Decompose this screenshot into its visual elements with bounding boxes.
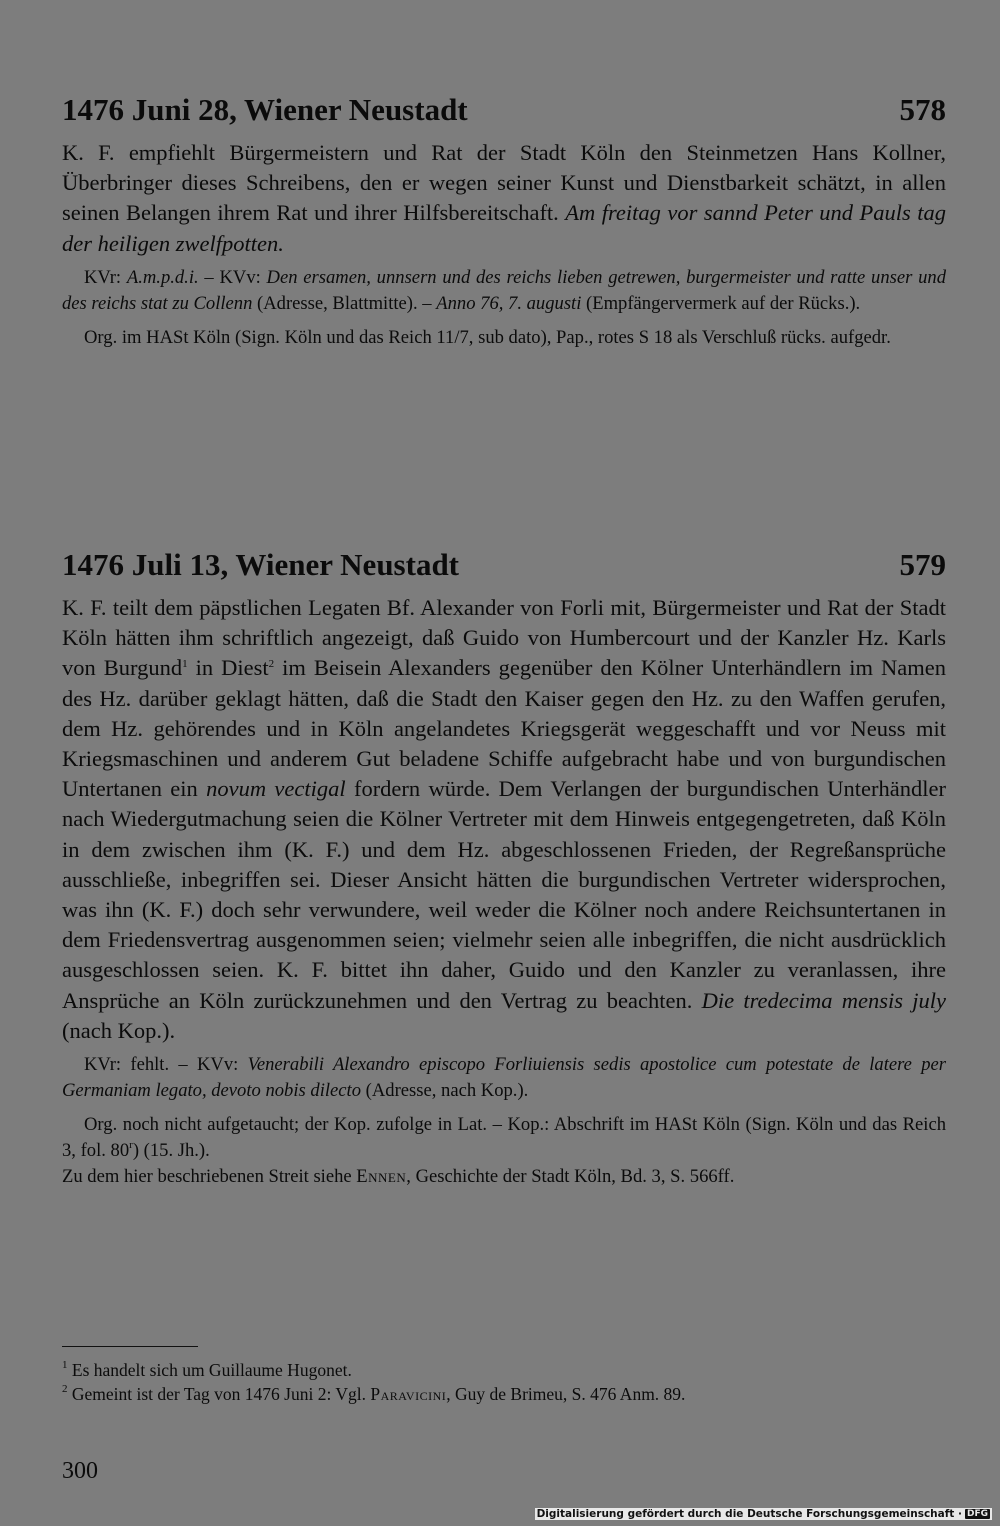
dfg-logo-icon: DFG — [966, 1509, 988, 1519]
text-run: Gemeint ist der Tag von 1476 Juni 2: Vgl. — [67, 1384, 371, 1404]
text-run: (nach Kop.). — [62, 1017, 176, 1043]
text-run: ) (15. Jh.). — [132, 1140, 210, 1162]
entry-note-endorsements — [62, 265, 946, 317]
italic-text: Venerabili Alexandro episcopo Forliuiensis sedis apostolice cum potestate de latere per Germaniam legato, devoto nobis dilecto — [62, 1054, 946, 1102]
entry-number: 578 — [899, 92, 946, 127]
superscript: 1 — [62, 1359, 68, 1371]
entry-578 — [62, 90, 946, 351]
text-run: Es handelt sich um Guillaume Hugonet. — [67, 1360, 352, 1380]
italic-text: Am freitag vor sannd Peter und Pauls tag der heiligen zwelfpotten. — [62, 200, 946, 256]
entry-579 — [62, 545, 946, 1190]
page-number: 300 — [62, 1458, 98, 1484]
document-page — [62, 90, 947, 1404]
text-run: K. F. empfiehlt Bürgermeistern und Rat der Stadt Köln den Steinmetzen Hans Kollner, Überbringer dieses Schreibens, den er wegen seiner Kunst und Dienstbarkeit schätzt, in allen seinen Belangen ihrem Rat und ihrer Hilfsbereitschaft. — [62, 140, 946, 226]
italic-text: Die tredecima mensis july — [701, 987, 946, 1013]
text-run: Zu dem hier beschriebenen Streit siehe — [62, 1166, 357, 1188]
text-run: KVr: — [84, 266, 127, 288]
text-run: – KVv: — [198, 266, 267, 288]
text-run: , Guy de Brimeu, S. 476 Anm. 89. — [446, 1384, 686, 1404]
footnotes — [62, 1358, 946, 1406]
italic-text: Anno 76, 7. augusti — [436, 292, 582, 314]
text-run: , Geschichte der Stadt Köln, Bd. 3, S. 566ff. — [406, 1166, 735, 1188]
entry-heading — [62, 545, 946, 585]
text-run: (Empfängervermerk auf der Rücks.). — [581, 292, 861, 314]
entry-summary — [62, 593, 946, 1046]
text-run: K. F. teilt dem päpstlichen Legaten Bf. Alexander von Forli mit, Bürgermeister und Rat der Stadt Köln hätten ihm schriftlich angezeigt, daß Guido von Humbercourt und der Kanzler Hz. Karls von Burgund — [62, 595, 946, 681]
small-caps-name: Paravicini — [370, 1384, 447, 1404]
text-run: (Adresse, Blattmitte). – — [252, 292, 437, 314]
text-run: fordern würde. Dem Verlangen der burgundischen Unterhändler nach Wiedergutmachung seien die Kölner Vertreter mit dem Hinweis entgegengetreten, daß Köln in dem zwischen ihm (K. F.) und dem Hz. abgeschlossenen Frieden, der Regreßansprüche ausschließe, inbegriffen sei. Dieser Ansicht hätten die burgundischen Vertreter widersprochen, was ihn (K. F.) doch sehr verwundere, weil weder die Kölner noch andere Reichsuntertanen in dem Friedensvertrag ausgenommen seien; vielmehr seien alle inbegriffen, die nicht ausdrücklich ausgeschlossen seien. K. F. bittet ihn daher, Guido und den Kanzler zu veranlassen, ihre Ansprüche an Köln zurückzunehmen und den Vertrag zu beachten. — [62, 776, 946, 1013]
entry-note-source — [62, 1112, 946, 1164]
entry-summary — [62, 138, 946, 259]
italic-text: A.m.p.d.i. — [126, 266, 199, 288]
credit-text: Digitalisierung gefördert durch die Deutsche Forschungsgemeinschaft · — [536, 1508, 962, 1520]
entry-note-literature — [62, 1164, 946, 1190]
footnote-divider — [62, 1346, 198, 1347]
text-run: im Beisein Alexanders gegenüber den Kölner Unterhändlern im Namen des Hz. darüber geklagt hätten, daß die Stadt den Kaiser gegen den Hz. zu den Waffen gerufen, dem Hz. gehörendes und in Köln angelandetes Kriegsgerät weggeschafft und vor Neuss mit Kriegsmaschinen und anderem Gut beladene Schiffe aufgebracht habe und von burgundischen Untertanen ein — [62, 655, 946, 802]
italic-text: novum vectigal — [206, 776, 346, 802]
superscript: 1 — [182, 658, 188, 671]
text-run: KVr: fehlt. – KVv: — [84, 1054, 248, 1076]
superscript: r — [129, 1139, 133, 1152]
superscript: 2 — [62, 1383, 68, 1395]
footnote-1 — [62, 1358, 946, 1382]
italic-text: Den ersamen, unnsern und des reichs lieben getrewen, burgermeister und ratte unser und des reichs stat zu Collenn — [62, 266, 947, 314]
text-run: Org. noch nicht aufgetaucht; der Kop. zufolge in Lat. – Kop.: Abschrift im HASt Köln (Sign. Köln und das Reich 3, fol. 80 — [62, 1114, 946, 1162]
footnote-2 — [62, 1382, 946, 1406]
entry-heading — [62, 90, 946, 130]
digitization-credit — [535, 1508, 992, 1520]
text-run: Org. im HASt Köln (Sign. Köln und das Reich 11/7, sub dato), Pap., rotes S 18 als Verschluß rücks. aufgedr. — [84, 326, 891, 348]
text-run: (Adresse, nach Kop.). — [361, 1080, 529, 1102]
entry-note-endorsements — [62, 1052, 946, 1104]
entry-date-place: 1476 Juli 13, Wiener Neustadt — [62, 547, 460, 582]
entry-note-source — [62, 325, 946, 351]
entry-number: 579 — [899, 547, 946, 582]
entry-date-place: 1476 Juni 28, Wiener Neustadt — [62, 92, 468, 127]
text-run: in Diest — [187, 655, 269, 681]
small-caps-name: Ennen — [356, 1166, 407, 1188]
superscript: 2 — [268, 658, 275, 671]
